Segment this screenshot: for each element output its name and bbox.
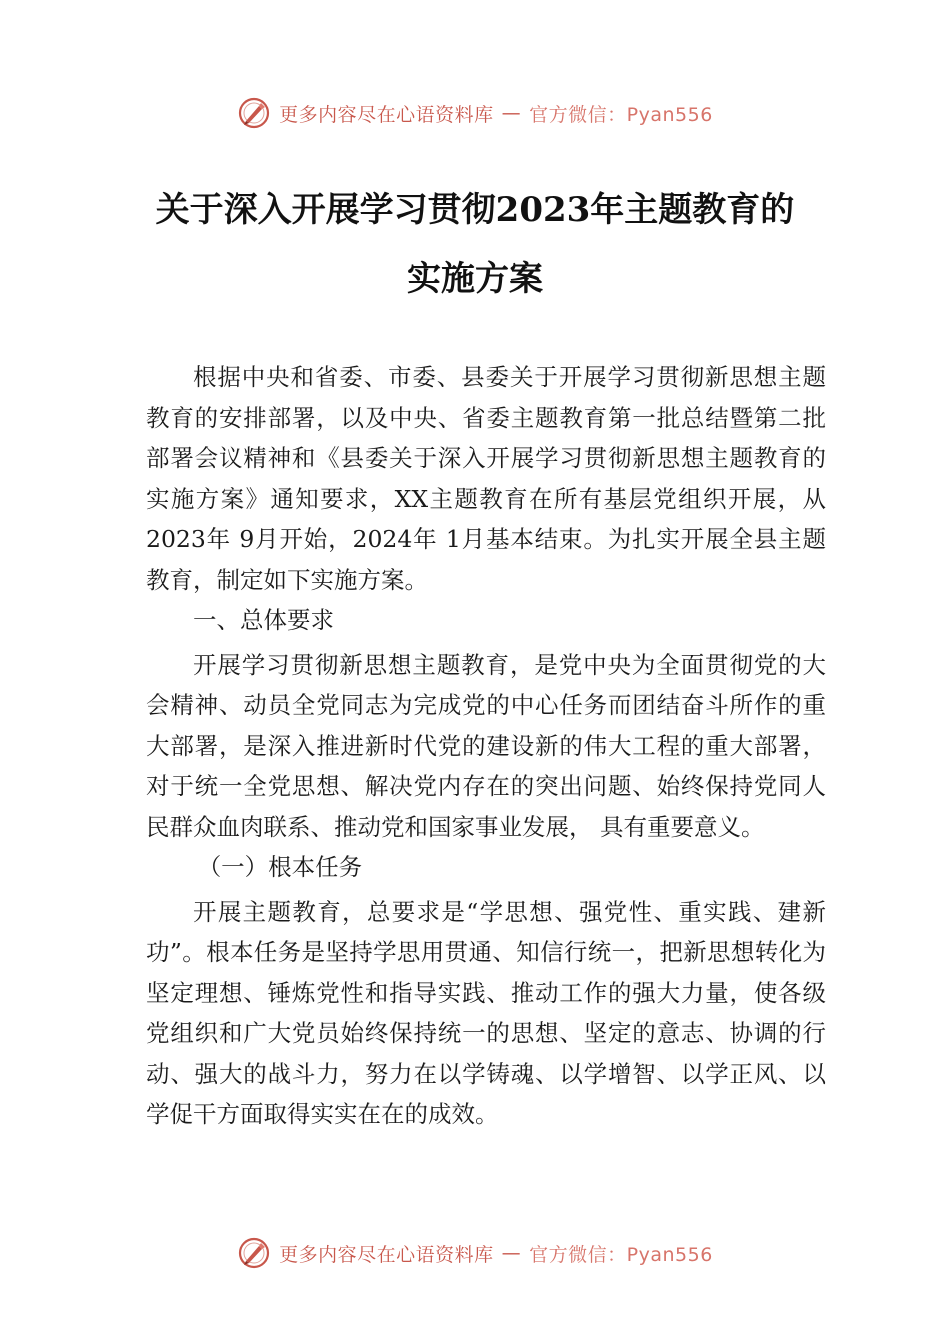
watermark-text: 更多内容尽在心语资料库 xyxy=(279,103,494,126)
watermark-separator: — xyxy=(501,102,522,124)
document-title-line2: 实施方案 xyxy=(407,259,543,299)
document-title-line1: 关于深入开展学习贯彻2023年主题教育的 xyxy=(155,190,795,230)
watermark-wechat: 官方微信：Pyan556 xyxy=(529,103,713,126)
footer-watermark xyxy=(0,1236,950,1270)
subsection1-paragraph: 开展主题教育，总要求是“学思想、强党性、重实践、建新功”。根本任务是坚持学思用贯通、知信行统一，把新思想转化为坚定理想、锤炼党性和指导实践、推动工作的强大力量，使各级党组织和广大党员始终保持统一的思想、坚定的意志、协调的行动、强大的战斗力，努力在以学铸魂、以学增智、以学正风、以学促干方面取得实实在在的成效。 xyxy=(146,897,826,1128)
pen-circle-logo-icon xyxy=(237,96,271,130)
watermark-text: 更多内容尽在心语资料库 xyxy=(279,1243,494,1266)
pen-circle-logo-icon xyxy=(237,1236,271,1270)
watermark-separator: — xyxy=(501,1242,522,1264)
subsection1-heading: （一）根本任务 xyxy=(197,853,363,881)
header-watermark xyxy=(0,96,950,130)
watermark-wechat: 官方微信：Pyan556 xyxy=(529,1243,713,1266)
section1-heading: 一、总体要求 xyxy=(193,606,334,634)
section1-paragraph: 开展学习贯彻新思想主题教育，是党中央为全面贯彻党的大会精神、动员全党同志为完成党的中心任务而团结奋斗所作的重大部署，是深入推进新时代党的建设新的伟大工程的重大部署，对于统一全党思想、解决党内存在的突出问题、始终保持党同人民群众血肉联系、推动党和国家事业发展， 具有重要意义。 xyxy=(146,650,826,841)
intro-paragraph: 根据中央和省委、市委、县委关于开展学习贯彻新思想主题教育的安排部署，以及中央、省委主题教育第一批总结暨第二批部署会议精神和《县委关于深入开展学习贯彻新思想主题教育的实施方案》通知要求，XX主题教育在所有基层党组织开展，从 2023年 9月开始，2024年 1月基本结束。为扎实开展全县主题教育，制定如下实施方案。 xyxy=(146,363,826,594)
document-body xyxy=(146,357,826,1135)
